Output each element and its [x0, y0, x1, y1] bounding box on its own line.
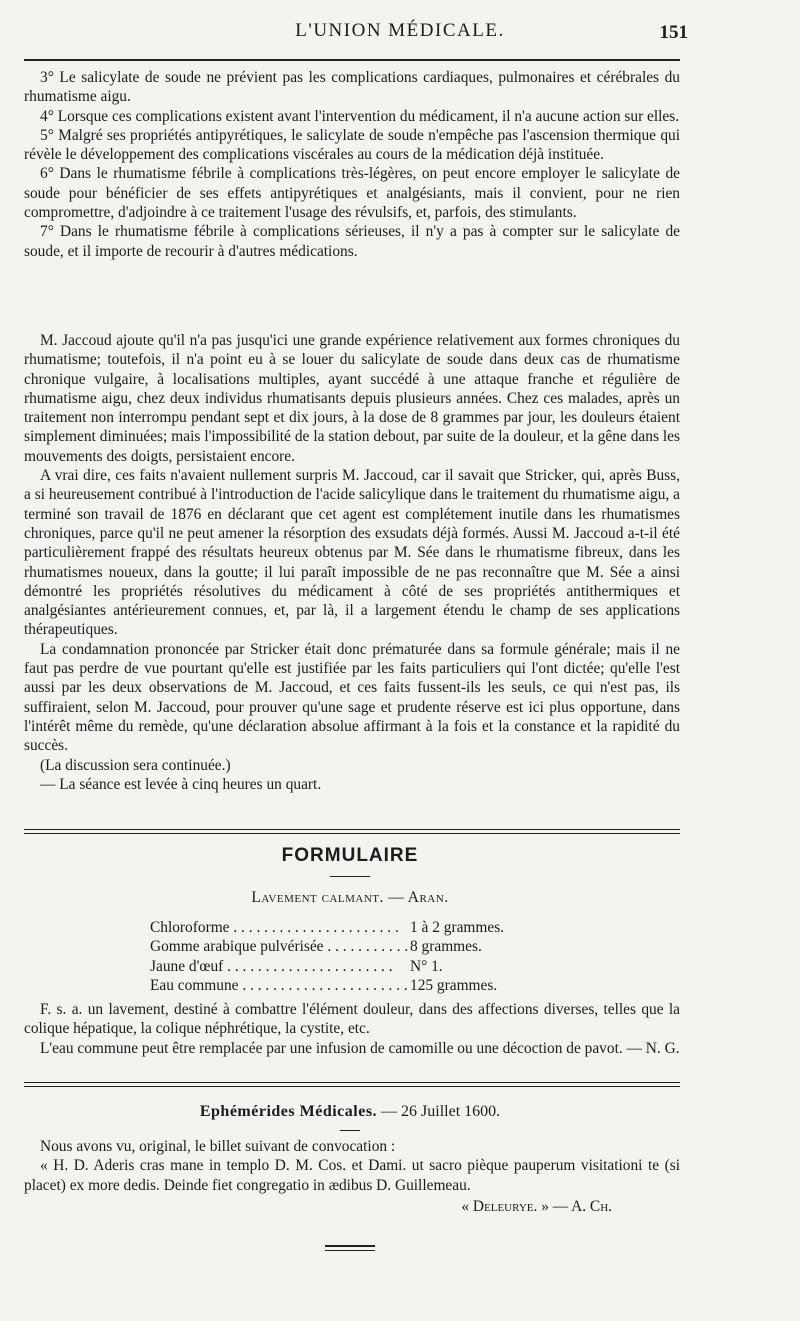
closing-rule: [325, 1245, 375, 1247]
recipe-title: Lavement calmant. — Aran.: [251, 889, 449, 906]
formulaire-note: L'eau commune peut être remplacée par une infusion de camomille ou une décoction de pavot. — N. G.: [40, 1039, 680, 1057]
conclusion-6: 6° Dans le rhumatisme fébrile à complications très-légères, on peut encore employer le salicylate de soude pour bénéficier de ses effets antipyrétiques et analgésiants, mais il convient, pour ne rien compromettre, d'adjoindre à ce traitement l'usage des révulsifs, et, parfois, des stimulants.: [24, 165, 680, 222]
section-rule-top: [24, 1082, 680, 1083]
ingredient-name: Chloroforme . . .: [150, 918, 410, 937]
discussion-continued-note: (La discussion sera continuée.): [40, 756, 231, 774]
ephemerides-heading: Ephémérides Médicales.: [199, 1103, 378, 1120]
session-closing-note: — La séance est levée à cinq heures un quart.: [40, 775, 322, 793]
heading-dash: [340, 1130, 360, 1131]
page-number: 151: [659, 22, 688, 43]
formulaire-heading: FORMULAIRE: [281, 845, 419, 866]
header-rule: [24, 59, 680, 61]
discussion-paragraph: A vrai dire, ces faits n'avaient nullement surpris M. Jaccoud, car il savait que Stricker, qui, après Buss, a si heureusement contribué à l'introduction de l'acide salicylique dans le traitement du rhumatisme aigu, a terminé son travail de 1876 en déclarant que cet agent est complétement inutile dans les rhumatismes chroniques, parce qu'il ne peut amener la résorption des exsudats déjà formés. Aussi M. Jaccoud a-t-il été particulièrement frappé des résultats heureux obtenus par M. Sée dans le rhumatisme fibreux, dans les rhumatismes noueux, dans la goutte; il lui paraît impossible de ne pas reconnaître que M. Sée a ainsi démontré les propriétés résolutives du médicament à côté de ses propriétés antithermiques et analgésiantes antérieurement connues, et, par là, il a largement étendu le champ de ses applications thérapeutiques.: [24, 467, 680, 639]
ingredient-quantity: N° 1.: [410, 957, 443, 975]
ingredient-row: [150, 957, 570, 976]
conclusion-5: 5° Malgré ses propriétés antipyrétiques, le salicylate de soude n'empêche pas l'ascension thermique qui révèle le développement des complications viscérales au cours de la médication déjà instituée.: [24, 126, 680, 164]
ephemerides-date: — 26 Juillet 1600.: [381, 1103, 501, 1120]
journal-title: L'UNION MÉDICALE.: [295, 20, 505, 41]
section-rule-bottom: [24, 833, 680, 834]
ingredient-name: Eau commune . . .: [150, 976, 410, 995]
conclusions-list: [24, 68, 680, 261]
closing-rule: [325, 1250, 375, 1251]
section-rule-bottom: [24, 1086, 680, 1087]
ingredient-quantity: 8 grammes.: [410, 938, 482, 956]
section-rule-top: [24, 829, 680, 830]
ingredient-quantity: 1 à 2 grammes.: [410, 919, 505, 936]
ingredient-row: [150, 937, 570, 956]
conclusion-7: 7° Dans le rhumatisme fébrile à complications sérieuses, il n'y a pas à compter sur le salicylate de soude, et il importe de recourir à d'autres médications.: [24, 223, 680, 260]
running-head: [0, 18, 800, 52]
ingredient-row: [150, 976, 570, 995]
conclusion-3: 3° Le salicylate de soude ne prévient pas les complications cardiaques, pulmonaires et cérébrales du rhumatisme aigu.: [24, 69, 680, 106]
ephemerides-title: [0, 1103, 700, 1121]
ingredient-row: [150, 918, 570, 937]
ingredient-name: Jaune d'œuf . . .: [150, 957, 410, 976]
formulaire-text: [24, 1000, 680, 1058]
discussion-paragraph: La condamnation prononcée par Stricker était donc prématurée dans sa formule générale; mais il ne faut pas perdre de vue pourtant qu'elle est justifiée par les faits particuliers qui l'ont dictée; qu'elle l'est aussi par les deux observations de M. Jaccoud, et ces faits fussent-ils les seuls, ce qui n'est pas, ils suffiraient, selon M. Jaccoud, pour prouver qu'une sage et prudente réserve est ici plus opportune, dans l'intérêt même du remède, qu'une déclaration absolue affirmant à la fois et la constance et la rapidité du succès.: [24, 640, 680, 755]
ephemerides-text: [24, 1137, 680, 1195]
ingredient-list: [150, 918, 570, 996]
discussion-text: [24, 331, 680, 794]
formulaire-instructions: F. s. a. un lavement, destiné à combattre l'élément douleur, dans des affections diverses, telles que la colique hépatique, la colique néphrétique, la cystite, etc.: [24, 1001, 680, 1038]
ephemerides-quote: « H. D. Aderis cras mane in templo D. M. Cos. et Dami. ut sacro pièque pauperum visitationi te (si placet) ex more dedis. Deinde fiet congregatio in ædibus D. Guillemeau.: [24, 1157, 680, 1194]
ephemerides-intro: Nous avons vu, original, le billet suivant de convocation :: [40, 1138, 396, 1155]
ingredient-quantity: 125 grammes.: [410, 977, 498, 995]
ingredient-name: Gomme arabique pulvérisée . . .: [150, 937, 410, 956]
discussion-paragraph: M. Jaccoud ajoute qu'il n'a pas jusqu'ici une grande expérience relativement aux formes chroniques du rhumatisme; toutefois, il n'a point eu à se louer du salicylate de soude dans deux cas de rhumatisme chronique vulgaire, à localisations multiples, ayant succédé à une attaque franche et régulière de rhumatisme aigu, chez deux individus rhumatisants depuis plusieurs années. Chez ces malades, après un traitement non interrompu pendant sept et dix jours, à la dose de 8 grammes par jour, les douleurs étaient simplement diminuées; mais l'impossibilité de la station debout, par suite de la douleur, et la gêne dans les mouvements des doigts, persistaient encore.: [24, 332, 680, 465]
ephemerides-signature: « Deleurye. » — A. Ch.: [461, 1198, 612, 1215]
heading-dash: [330, 876, 370, 877]
conclusion-4: 4° Lorsque ces complications existent avant l'intervention du médicament, il n'a aucune action sur elles.: [40, 107, 680, 125]
